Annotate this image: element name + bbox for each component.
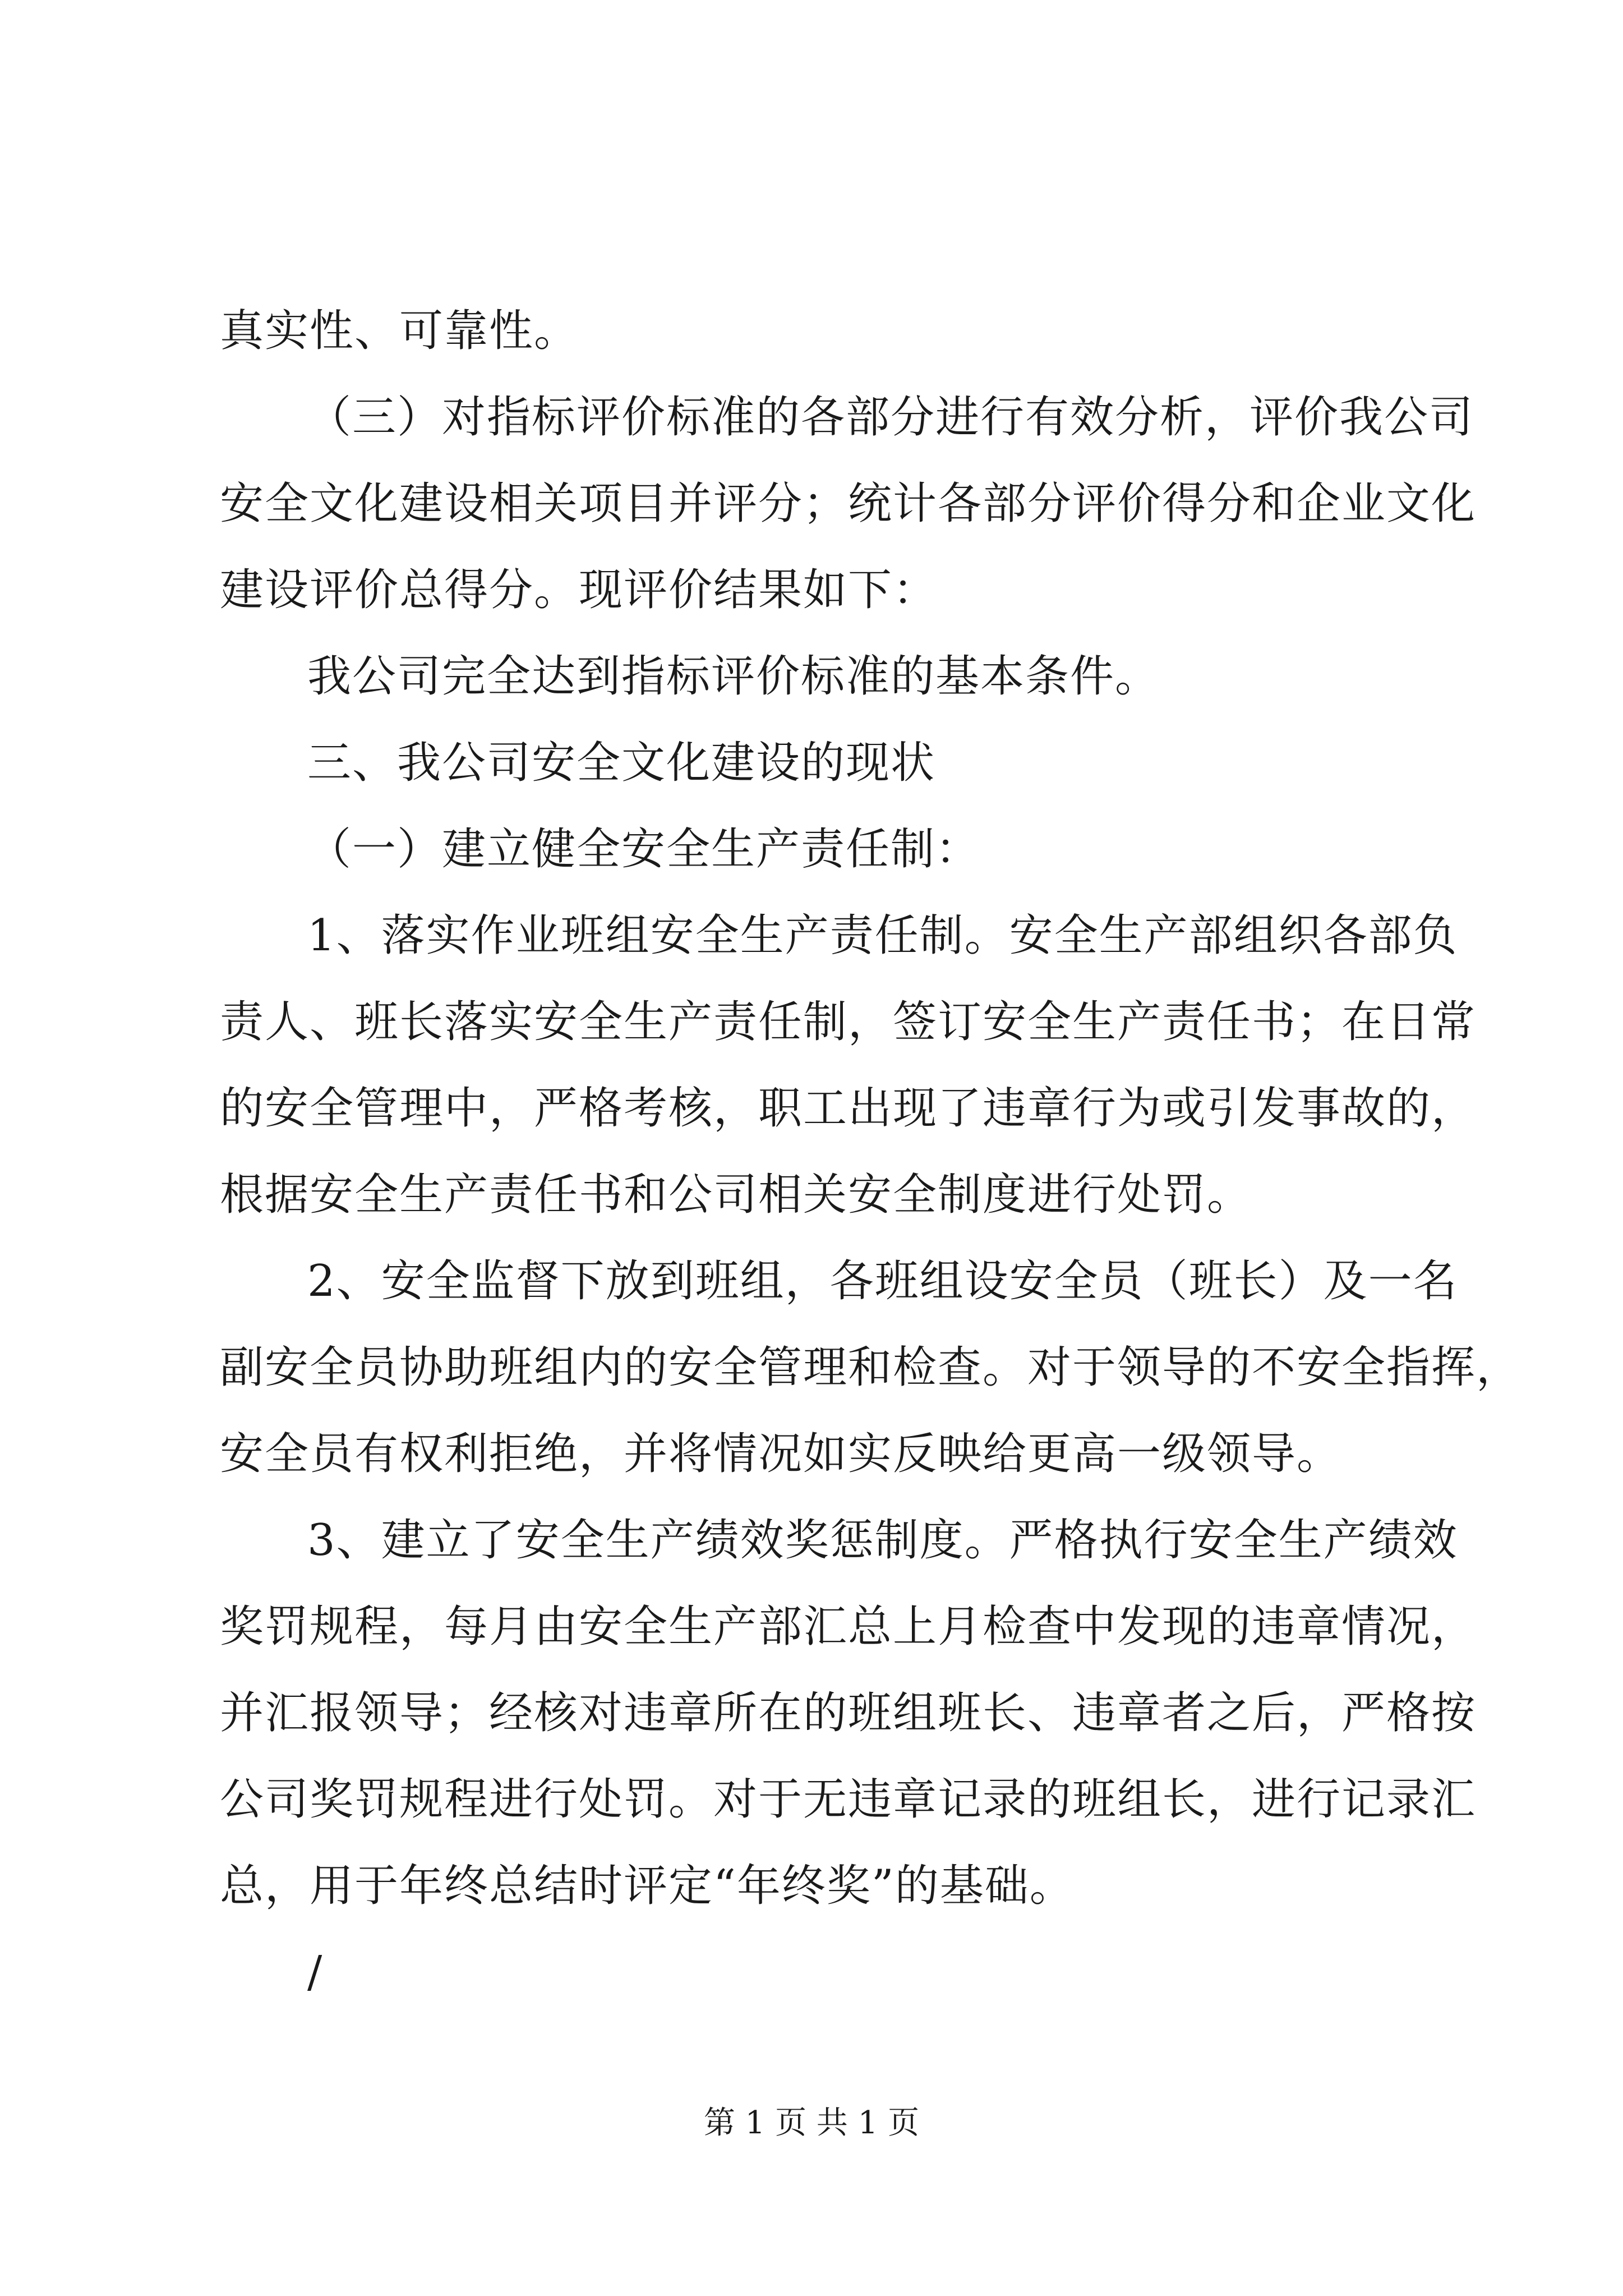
paragraph-line: 2、安全监督下放到班组，各班组设安全员（班长）及一名 xyxy=(307,1256,1458,1306)
paragraph-line: 奖罚规程，每月由安全生产部汇总上月检查中发现的违章情况， xyxy=(220,1602,1477,1652)
paragraph-line: 真实性、可靠性。 xyxy=(220,306,579,356)
stray-slash: / xyxy=(307,1947,324,1998)
paragraph-line: 我公司完全达到指标评价标准的基本条件。 xyxy=(307,651,1160,702)
paragraph-line: 安全文化建设相关项目并评分；统计各部分评价得分和企业文化 xyxy=(220,478,1477,529)
paragraph-line: 建设评价总得分。现评价结果如下： xyxy=(220,565,938,615)
paragraph-line: 责人、班长落实安全生产责任制，签订安全生产责任书；在日常 xyxy=(220,997,1477,1047)
paragraph-line: （三）对指标评价标准的各部分进行有效分析，评价我公司 xyxy=(307,392,1474,443)
paragraph-line: 副安全员协助班组内的安全管理和检查。对于领导的不安全指挥， xyxy=(220,1342,1521,1393)
section-heading: 三、我公司安全文化建设的现状 xyxy=(307,738,936,788)
paragraph-line: 的安全管理中，严格考核，职工出现了违章行为或引发事故的， xyxy=(220,1083,1477,1134)
paragraph-line: 根据安全生产责任书和公司相关安全制度进行处罚。 xyxy=(220,1170,1252,1220)
paragraph-line: 总，用于年终总结时评定“年终奖”的基础。 xyxy=(220,1861,1075,1911)
subsection-heading: （一）建立健全安全生产责任制： xyxy=(307,824,981,875)
paragraph-line: 并汇报领导；经核对违章所在的班组班长、违章者之后，严格按 xyxy=(220,1688,1477,1738)
paragraph-line: 3、建立了安全生产绩效奖惩制度。严格执行安全生产绩效 xyxy=(307,1515,1458,1566)
page-footer: 第 1 页 共 1 页 xyxy=(703,2105,920,2141)
paragraph-line: 公司奖罚规程进行处罚。对于无违章记录的班组长，进行记录汇 xyxy=(220,1774,1477,1825)
paragraph-line: 1、落实作业班组安全生产责任制。安全生产部组织各部负 xyxy=(307,910,1458,961)
paragraph-line: 安全员有权利拒绝，并将情况如实反映给更高一级领导。 xyxy=(220,1429,1342,1479)
